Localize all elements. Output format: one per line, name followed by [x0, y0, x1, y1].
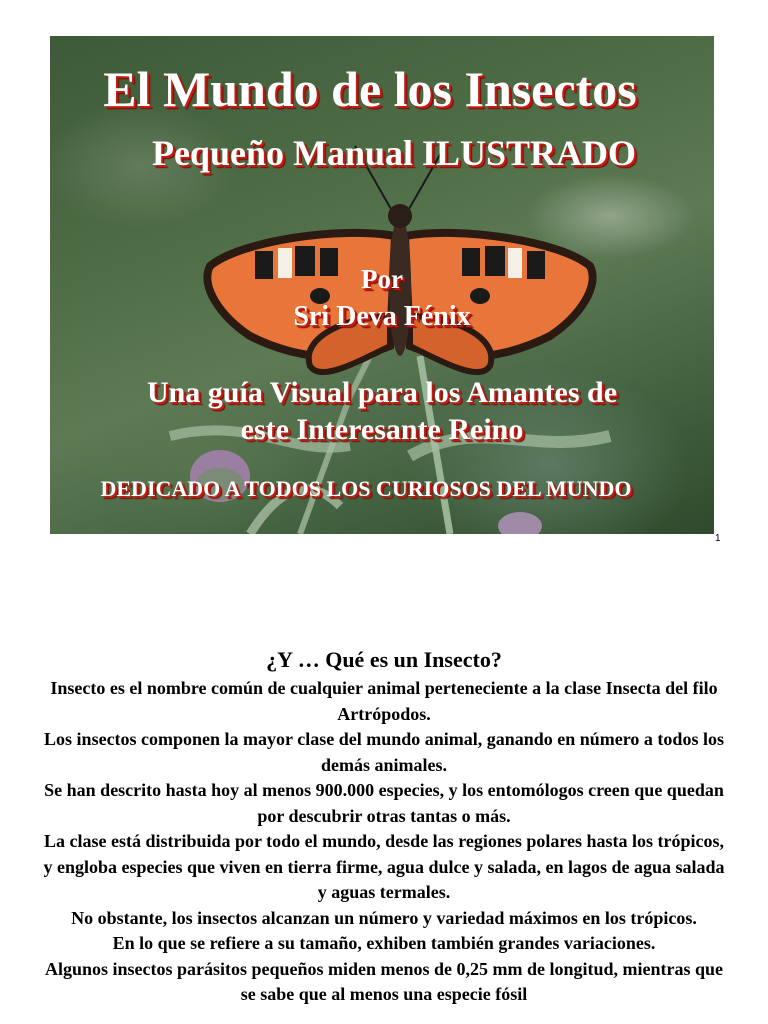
page-number: 1	[715, 533, 721, 544]
article-paragraph: Se han descrito hasta hoy al menos 900.000 especies, y los entomólogos creen que quedan por descubrir otras tantas o más.	[44, 780, 724, 826]
cover-dedication: DEDICADO A TODOS LOS CURIOSOS DEL MUNDO	[100, 476, 632, 501]
article-paragraph: Insecto es el nombre común de cualquier animal perteneciente a la clase Insecta del filo Artrópodos.	[50, 678, 718, 724]
article-paragraph: No obstante, los insectos alcanzan un número y variedad máximos en los trópicos.	[71, 907, 697, 928]
cover-tagline-line1: Una guía Visual para los Amantes de	[146, 376, 618, 409]
cover-tagline-line2: este Interesante Reino	[240, 413, 524, 446]
cover-by: Por	[361, 264, 403, 294]
cover-tagline	[50, 374, 714, 448]
article-paragraph: La clase está distribuida por todo el mundo, desde las regiones polares hasta los trópicos, y engloba especies que viven en tierra firme, agua dulce y salada, en lagos de agua salada y aguas termales.	[43, 831, 725, 902]
article	[40, 646, 728, 1008]
article-paragraph: Los insectos componen la mayor clase del mundo animal, ganando en número a todos los demás animales.	[44, 729, 724, 775]
cover-author: Sri Deva Fénix	[293, 301, 471, 332]
article-paragraph: Algunos insectos parásitos pequeños miden menos de 0,25 mm de longitud, mientras que se sabe que al menos una especie fósil	[44, 958, 724, 1004]
cover-image	[50, 36, 714, 534]
article-paragraph: En lo que se refiere a su tamaño, exhiben también grandes variaciones.	[112, 933, 656, 953]
article-heading: ¿Y … Qué es un Insecto?	[266, 647, 502, 672]
cover-subtitle: Pequeño Manual ILUSTRADO	[151, 133, 637, 173]
cover-title: El Mundo de los Insectos	[103, 61, 637, 117]
